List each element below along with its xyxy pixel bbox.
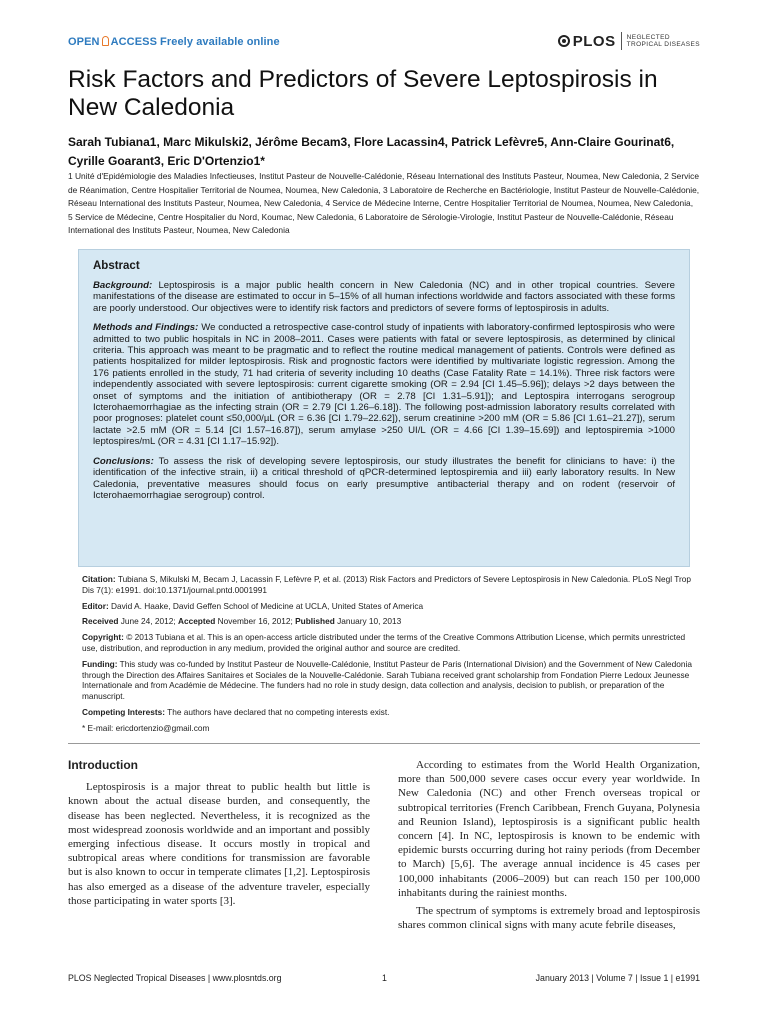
editor: Editor: David A. Haake, David Geffen School of Medicine at UCLA, United States of America (82, 600, 424, 611)
open-lock-icon (102, 36, 109, 46)
plos-logo-icon (558, 35, 570, 47)
footer-journal: PLOS Neglected Tropical Diseases | www.plosntds.org (68, 973, 282, 983)
copyright: Copyright: © 2013 Tubiana et al. This is an open-access article distributed under the terms of the Creative Commons Attribution License, which permits unrestricted use, distribution, and reproduction in any medium, provided the original author and source are credited. (82, 632, 686, 653)
journal-header (68, 32, 700, 55)
abstract-background: Background: Leptospirosis is a major public health concern in New Caledonia (NC) and in other tropical countries. Severe manifestations of the disease are estimated to occur in 5–15% of all human infections worldwide and factors associated with these forms are poorly understood. Our objectives were to identify risk factors and predictors of severe forms of leptospirosis in adults. (93, 280, 675, 314)
citation: Citation: Tubiana S, Mikulski M, Becam J, Lacassin F, Lefèvre P, et al. (2013) Risk Factors and Predictors of Severe Leptospirosis in New Caledonia. PLoS Negl Trop Dis 7(1): e1991. doi:10.1371/journal.pntd.0001991 (82, 574, 692, 595)
footer-issue: January 2013 | Volume 7 | Issue 1 | e1991 (535, 973, 700, 983)
abstract-methods: Methods and Findings: We conducted a retrospective case-control study of inpatients with laboratory-confirmed leptospirosis who were admitted to two public hospitals in NC in 2008–2011. Cases were patients with fatal or severe leptospirosis, as determined by clinical criteria. This approach was meant to be pragmatic and to reflect the routine medical management of patients. Controls were defined as patients hospitalized for milder leptospirosis. Risk and prognostic factors were identified by multivariate logistic regression. Among the 176 patients enrolled in the study, 71 had criteria of severity including 10 deaths (Case Fatality Rate = 14.1%). Three risk factors were independently associated with severe leptospirosis: current cigarette smoking (OR = 2.94 [CI 1.45–5.96]); delays >2 days between the onset of symptoms and the initiation of antibiotherapy (OR = 2.78 [CI 1.31–5.91]); and Leptospira interrogans serogroup Icterohaemorrhagiae as the infecting strain (OR = 2.79 [CI 1.26–6.18]). The following post-admission laboratory results correlated with poor prognoses: platelet count ≤50,000/µL (OR = 6.36 [CI 1.79–22.62]), serum creatinine >200 mM (OR = 5.86 [CI 1.61–21.27]), serum lactate >2.5 mM (OR = 5.14 [CI 1.57–16.87]), serum amylase >250 UI/L (OR = 4.66 [CI 1.39–15.69]) and leptospiremia >1000 leptospires/mL (OR = 4.31 [CI 1.17–15.92]). (93, 322, 675, 448)
body-paragraph: The spectrum of symptoms is extremely broad and leptospirosis shares common clinical signs with many acute febrile diseases, (398, 905, 700, 932)
open-access-badge: OPEN ACCESS Freely available online (68, 36, 280, 48)
body-paragraph: According to estimates from the World Health Organization, more than 500,000 severe cases occur every year worldwide. In New Caledonia (NC) and other French overseas tropical or subtropical territories (French Caribbean, French Guyana, Polynesia and Reunion Island), leptospirosis is a significant public health concern [4]. In NC, leptospirosis is known to be endemic with epidemic bursts occurring during hot rainy periods (from December to March) [5,6]. The average annual incidence is 45 cases per 100,000 inhabitants (2006–2009) but can reach 150 per 100,000 inhabitants during the rainiest months. (398, 759, 700, 899)
body-column-left (68, 758, 370, 912)
page-number: 1 (382, 973, 387, 983)
journal-logo: PLOS NEGLECTED TROPICAL DISEASES (558, 32, 700, 50)
body-column-right (398, 758, 700, 936)
corresponding-email: * E-mail: ericdortenzio@gmail.com (82, 722, 210, 733)
section-divider (68, 743, 700, 744)
funding: Funding: This study was co-funded by Institut Pasteur de Nouvelle-Calédonie, Institut Pasteur de Paris (International Division) and the Government of New Caledonia through the Direction des Affaires Sanitaires et Sociales de la Nouvelle-Calédonie. Sarah Tubiana received grant scholarship from Fondation Pierre Ledoux Jeunesse Internationale and from Académie de Médecine. The funders had no role in study design, data collection and analysis, decision to publish, or preparation of the manuscript. (82, 658, 692, 702)
abstract-heading: Abstract (93, 260, 140, 272)
competing-interests: Competing Interests: The authors have declared that no competing interests exist. (82, 706, 390, 717)
abstract-box (78, 249, 690, 567)
affiliations: 1 Unité d'Epidémiologie des Maladies Infectieuses, Institut Pasteur de Nouvelle-Calédonie, Réseau International des Instituts Pasteur, Noumea, New Caledonia, 2 Service de Réanimation, Centre Hospitalier Territorial de Noumea, Noumea, New Caledonia, 3 Laboratoire de Recherche en Bactériologie, Institut Pasteur de Nouvelle-Calédonie, Réseau International des Instituts Pasteur, Noumea, New Caledonia, 4 Service de Médecine Interne, Centre Hospitalier Territorial de Noumea, Noumea, New Caledonia, 5 Service de Médecine, Centre Hospitalier du Nord, Koumac, New Caledonia, 6 Laboratoire de Sérologie-Virologie, Institut Pasteur de Nouvelle-Calédonie, Réseau International des Instituts Pasteur, Noumea, New Caledonia (68, 171, 700, 236)
abstract-conclusions: Conclusions: To assess the risk of developing severe leptospirosis, our study illustrates the benefit for clinicians to have: i) the identification of the infective strain, ii) a critical threshold of qPCR-determined leptospiremia and iii) early laboratory results. In New Caledonia, preventative measures should focus on early presumptive antibacterial therapy and on rodent (reservoir of Icterohaemorrhagiae serogroup) control. (93, 455, 675, 501)
article-title: Risk Factors and Predictors of Severe Leptospirosis in New Caledonia (68, 66, 658, 121)
body-paragraph: Leptospirosis is a major threat to public health but little is known about the actual disease burden, and consequently, the disease has been neglected. Nevertheless, it is recognized as the most widespread zoonosis worldwide and an important and possibly emerging infectious disease. It occurs mostly in tropical and subtropical areas where conditions for transmission are favorable but is also known to occur in temperate climates [1,2]. Leptospirosis has also emerged as a disease of the adventure traveler, especially those participating in water sports [3]. (68, 781, 370, 907)
author-list: Sarah Tubiana1, Marc Mikulski2, Jérôme Becam3, Flore Lacassin4, Patrick Lefèvre5, Ann-Claire Gourinat6, Cyrille Goarant3, Eric D'Ortenzio1* (68, 135, 675, 168)
introduction-heading: Introduction (68, 758, 138, 772)
article-metadata (82, 574, 692, 739)
dates: Received June 24, 2012; Accepted November 16, 2012; Published January 10, 2013 (82, 616, 402, 627)
